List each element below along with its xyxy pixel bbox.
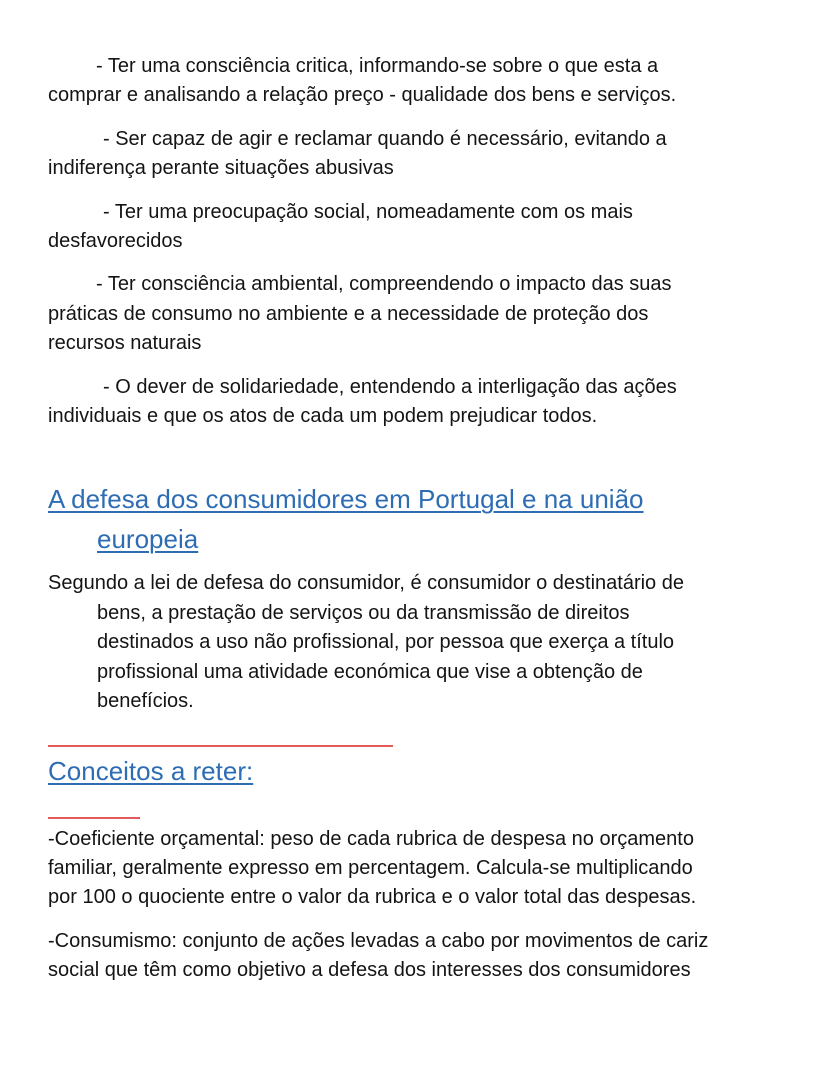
text-line: benefícios. [97, 690, 194, 713]
duty-solidarity [48, 373, 808, 432]
text-line: - O dever de solidariedade, entendendo a interligação das ações [103, 375, 677, 398]
section-heading-consumer-defense [48, 479, 808, 559]
duty-act-and-complain [48, 125, 808, 184]
text-line: recursos naturais [48, 332, 202, 355]
duty-critical-awareness [48, 52, 808, 111]
duty-social-concern [48, 198, 808, 257]
text-line: social que têm como objetivo a defesa dos interesses dos consumidores [48, 959, 691, 982]
text-line: - Ter uma preocupação social, nomeadamente com os mais [103, 200, 633, 223]
text-line: - Ter uma consciência critica, informando-se sobre o que esta a [96, 55, 659, 77]
text-line: bens, a prestação de serviços ou da transmissão de direitos [97, 601, 630, 624]
section-heading-concepts [48, 751, 808, 791]
concept-consumerism [48, 927, 808, 986]
text-line: destinados a uso não profissional, por pessoa que exerça a título [97, 631, 675, 654]
text-line: individuais e que os atos de cada um podem prejudicar todos. [48, 405, 598, 428]
concept-budget-coefficient [48, 825, 808, 913]
text-line: -Consumismo: conjunto de ações levadas a cabo por movimentos de cariz [48, 929, 709, 952]
red-divider [48, 745, 393, 747]
duty-environmental-awareness [48, 270, 808, 358]
text-line: familiar, geralmente expresso em percentagem. Calcula-se multiplicando [48, 856, 693, 879]
text-line: comprar e analisando a relação preço - qualidade dos bens e serviços. [48, 84, 677, 107]
heading-line: europeia [97, 524, 199, 555]
consumer-definition [48, 569, 808, 716]
text-line: - Ter consciência ambiental, compreendendo o impacto das suas [96, 273, 672, 296]
heading-line: Conceitos a reter: [48, 755, 254, 786]
heading-line: A defesa dos consumidores em Portugal e na união [48, 484, 644, 515]
text-line: por 100 o quociente entre o valor da rubrica e o valor total das despesas. [48, 886, 697, 909]
text-line: -Coeficiente orçamental: peso de cada rubrica de despesa no orçamento [48, 827, 694, 850]
text-line: profissional uma atividade económica que vise a obtenção de [97, 660, 643, 683]
text-line: práticas de consumo no ambiente e a necessidade de proteção dos [48, 302, 649, 325]
text-line: - Ser capaz de agir e reclamar quando é necessário, evitando a [103, 127, 667, 150]
text-line: Segundo a lei de defesa do consumidor, é consumidor o destinatário de [48, 572, 684, 595]
text-line: indiferença perante situações abusivas [48, 157, 394, 180]
red-divider-short [48, 817, 140, 819]
text-line: desfavorecidos [48, 230, 183, 253]
